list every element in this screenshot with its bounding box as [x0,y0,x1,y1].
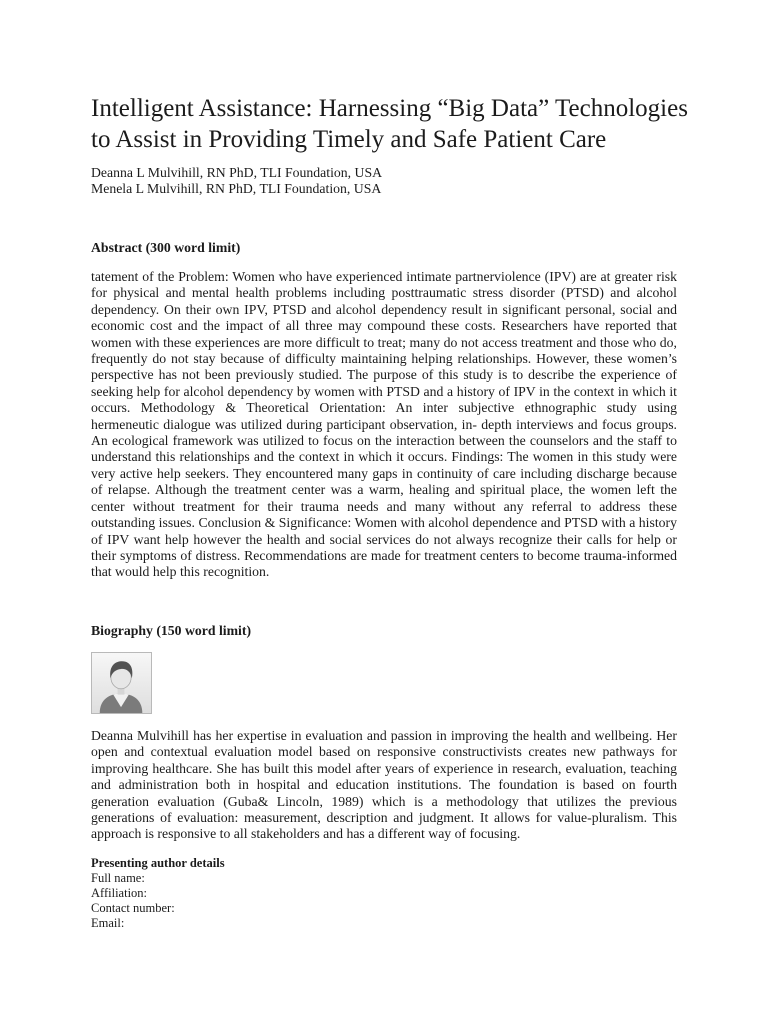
presenting-author-heading: Presenting author details [91,856,225,870]
document-title: Intelligent Assistance: Harnessing “Big Data” Technologies to Assist in Providing Timely and Safe Patient Care [91,95,688,153]
person-avatar-icon [91,652,152,714]
author-list [91,165,677,198]
field-label-full-name: Full name: [91,871,145,885]
field-label-email: Email: [91,916,125,930]
author-line: Deanna L Mulvihill, RN PhD, TLI Foundation, USA [91,165,383,180]
biography-heading: Biography (150 word limit) [91,623,252,638]
avatar-graphic [92,653,151,713]
author-line: Menela L Mulvihill, RN PhD, TLI Foundation, USA [91,181,382,197]
abstract-text: tatement of the Problem: Women who have experienced intimate partnerviolence (IPV) are at greater risk for physical and mental health problems including posttraumatic stress disorder (PTSD) and alcohol dependency. On their own IPV, PTSD and alcohol dependency result in significant personal, social and economic cost and the impact of all three may compound these costs. Researchers have reported that women with these experiences are more difficult to treat; many do not access treatment and those who do, frequently do not stay because of difficulty maintaining helping relationships. However, these women’s perspective has not been previously studied. The purpose of this study is to describe the experience of seeking help for alcohol dependency by women with PTSD and a history of IPV in the context in which it occurs. Methodology & Theoretical Orientation: An inter subjective ethnographic study using hermeneutic dialogue was utilized during participant observation, in- depth interviews and focus groups. An ecological framework was utilized to focus on the interaction between the counselors and the staff to understand this relationships and the context in which it occurs. Findings: The women in this study were very active help seekers. They encountered many gaps in continuity of care including discharge because of relapse. Although the treatment center was a warm, healing and spiritual place, the women left the center without treatment for their trauma needs and many without any referral to address these outstanding issues. Conclusion & Significance: Women with alcohol dependence and PTSD with a history of IPV want help however the health and social services do not always recognize their calls for help or their symptoms of distress. Recommendations are made for treatment centers to become trauma-informed that would help this recognition. [91,269,677,580]
field-label-affiliation: Affiliation: [91,886,148,900]
biography-text: Deanna Mulvihill has her expertise in evaluation and passion in improving the health and wellbeing. Her open and contextual evaluation model based on responsive constructivists creates new pathways for improving healthcare. She has built this model after years of experience in research, evaluation, teaching and administration both in hospital and education institutions. The foundation is based on fourth generation evaluation (Guba& Lincoln, 1989) which is a methodology that utilizes the previous generations of evaluation: measurement, description and judgment. It allows for value-pluralism. This approach is responsive to all stakeholders and has a different way of focusing. [91,728,677,842]
abstract-heading: Abstract (300 word limit) [91,240,241,255]
presenting-author-details [91,856,677,931]
field-label-contact-number: Contact number: [91,901,175,915]
